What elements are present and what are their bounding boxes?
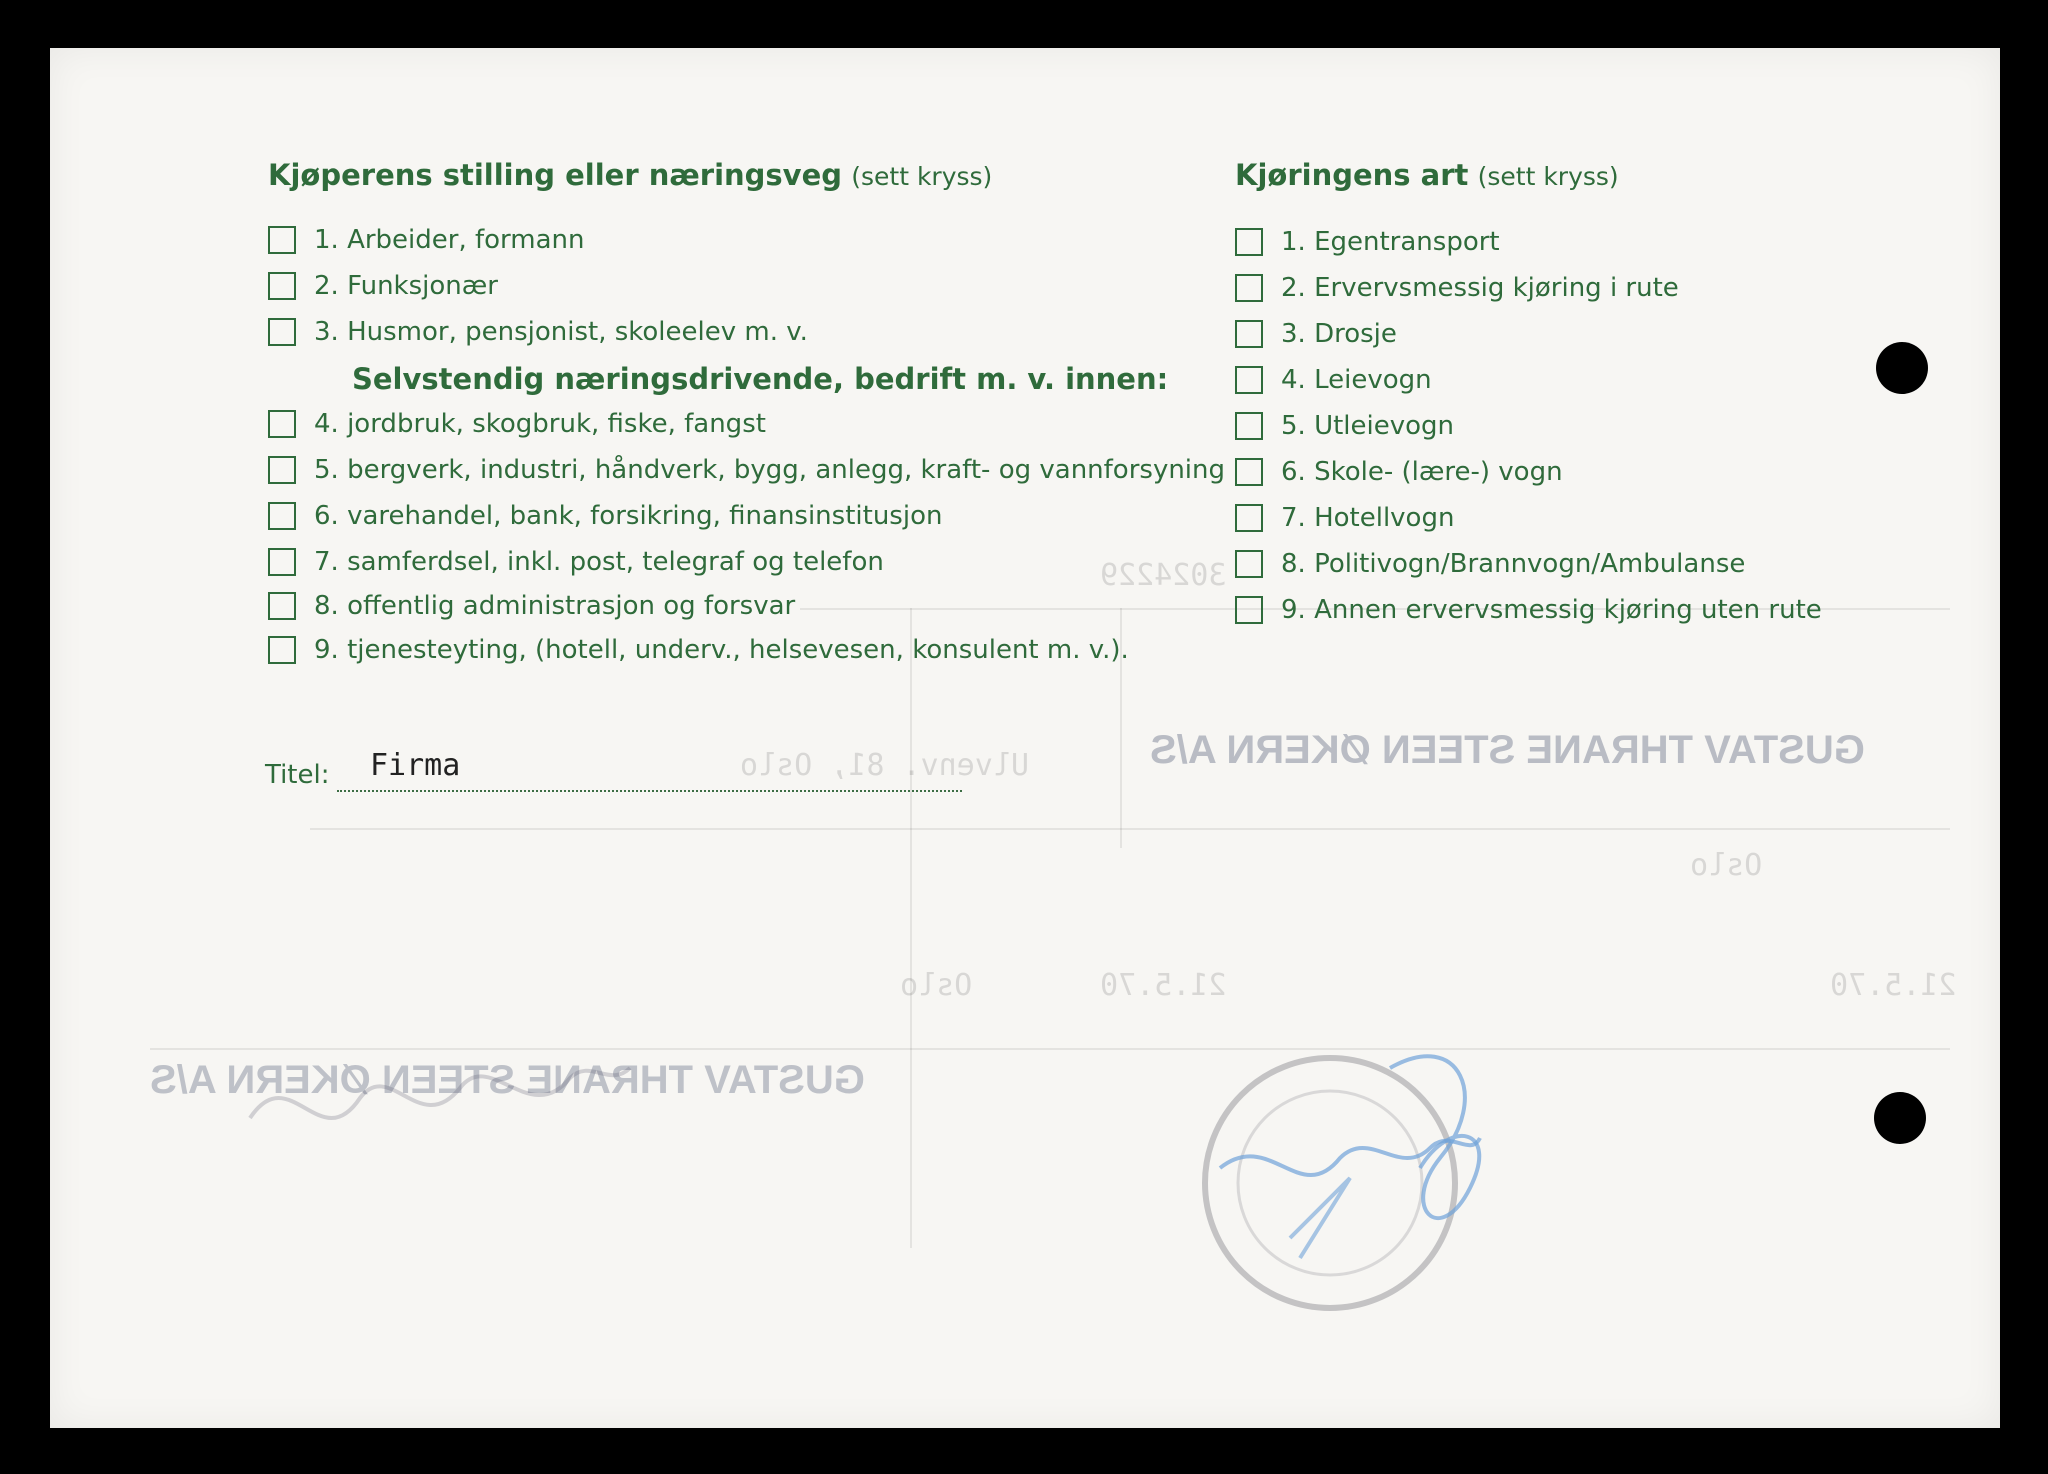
option-label: 3. Drosje [1281,319,1397,349]
bleed-place: Oslo [1690,848,1763,883]
checkbox[interactable] [1235,412,1263,440]
checkbox[interactable] [1235,596,1263,624]
buyer-option-5[interactable] [268,452,1225,488]
buyer-option-2[interactable] [268,268,498,304]
checkbox[interactable] [1235,320,1263,348]
driving-option-7[interactable] [1235,500,1454,536]
checkbox[interactable] [268,456,296,484]
bleed-number: 3024229 [1100,558,1227,593]
option-label: 6. Skole- (lære-) vogn [1281,457,1563,487]
left-section-title [268,158,992,192]
buyer-option-6[interactable] [268,498,942,534]
driving-option-5[interactable] [1235,408,1454,444]
bleed-rule [910,608,912,1248]
option-label: 8. offentlig administrasjon og forsvar [314,591,796,621]
option-label: 5. Utleievogn [1281,411,1455,441]
round-stamp-graphic [1140,1008,1560,1338]
checkbox[interactable] [1235,458,1263,486]
option-label: 1. Egentransport [1281,227,1500,257]
checkbox[interactable] [268,548,296,576]
right-section-title-note: (sett kryss) [1477,162,1619,191]
buyer-option-8[interactable] [268,588,795,624]
bleed-date: 21.5.70 [1100,968,1227,1003]
driving-option-3[interactable] [1235,316,1397,352]
checkbox[interactable] [268,592,296,620]
driving-option-6[interactable] [1235,454,1563,490]
form-paper [50,48,2000,1428]
checkbox[interactable] [268,226,296,254]
buyer-option-7[interactable] [268,544,884,580]
option-label: 9. tjenesteyting, (hotell, underv., helsevesen, konsulent m. v.). [314,635,1129,665]
option-label: 4. Leievogn [1281,365,1432,395]
checkbox[interactable] [1235,366,1263,394]
buyer-option-9[interactable] [268,632,1129,668]
bleed-address: Ulvenv. 81, Oslo [740,748,1029,783]
buyer-option-1[interactable] [268,222,585,258]
checkbox[interactable] [268,410,296,438]
driving-option-1[interactable] [1235,224,1500,260]
checkbox[interactable] [1235,228,1263,256]
company-stamp-bleed: GUSTAV THRANE STEEN ØKERN A/S [1150,728,1865,772]
checkbox[interactable] [1235,504,1263,532]
option-label: 2. Ervervsmessig kjøring i rute [1281,273,1679,303]
bleed-place: Oslo [900,968,973,1003]
driving-option-4[interactable] [1235,362,1432,398]
checkbox[interactable] [268,502,296,530]
company-stamp-bleed: GUSTAV THRANE STEEN ØKERN A/S [150,1058,865,1102]
option-label: 6. varehandel, bank, forsikring, finansinstitusjon [314,501,943,531]
bleed-date: 21.5.70 [1830,968,1957,1003]
right-section-title [1235,158,1619,192]
punch-hole [1874,1092,1926,1144]
buyer-option-4[interactable] [268,406,766,442]
titel-label: Titel: [265,760,330,790]
right-section-title-bold: Kjøringens art [1235,158,1469,192]
self-employed-subheading: Selvstendig næringsdrivende, bedrift m. v. innen: [352,362,1169,396]
bleed-rule [310,828,1950,830]
left-section-title-bold: Kjøperens stilling eller næringsveg [268,158,843,192]
option-label: 7. Hotellvogn [1281,503,1455,533]
option-label: 2. Funksjonær [314,271,498,301]
signature-bleed-graphic [230,998,650,1198]
driving-option-2[interactable] [1235,270,1679,306]
checkbox[interactable] [268,636,296,664]
option-label: 7. samferdsel, inkl. post, telegraf og telefon [314,547,884,577]
option-label: 4. jordbruk, skogbruk, fiske, fangst [314,409,766,439]
checkbox[interactable] [268,318,296,346]
option-label: 1. Arbeider, formann [314,225,585,255]
option-label: 8. Politivogn/Brannvogn/Ambulanse [1281,549,1746,579]
driving-option-8[interactable] [1235,546,1745,582]
titel-line [337,790,962,792]
option-label: 5. bergverk, industri, håndverk, bygg, anlegg, kraft- og vannforsyning [314,455,1226,485]
left-section-title-note: (sett kryss) [851,162,993,191]
punch-hole [1876,342,1928,394]
titel-value[interactable]: Firma [370,748,461,783]
checkbox[interactable] [1235,274,1263,302]
checkbox[interactable] [1235,550,1263,578]
option-label: 9. Annen ervervsmessig kjøring uten rute [1281,595,1822,625]
buyer-option-3[interactable] [268,314,808,350]
checkbox[interactable] [268,272,296,300]
option-label: 3. Husmor, pensjonist, skoleelev m. v. [314,317,808,347]
driving-option-9[interactable] [1235,592,1822,628]
